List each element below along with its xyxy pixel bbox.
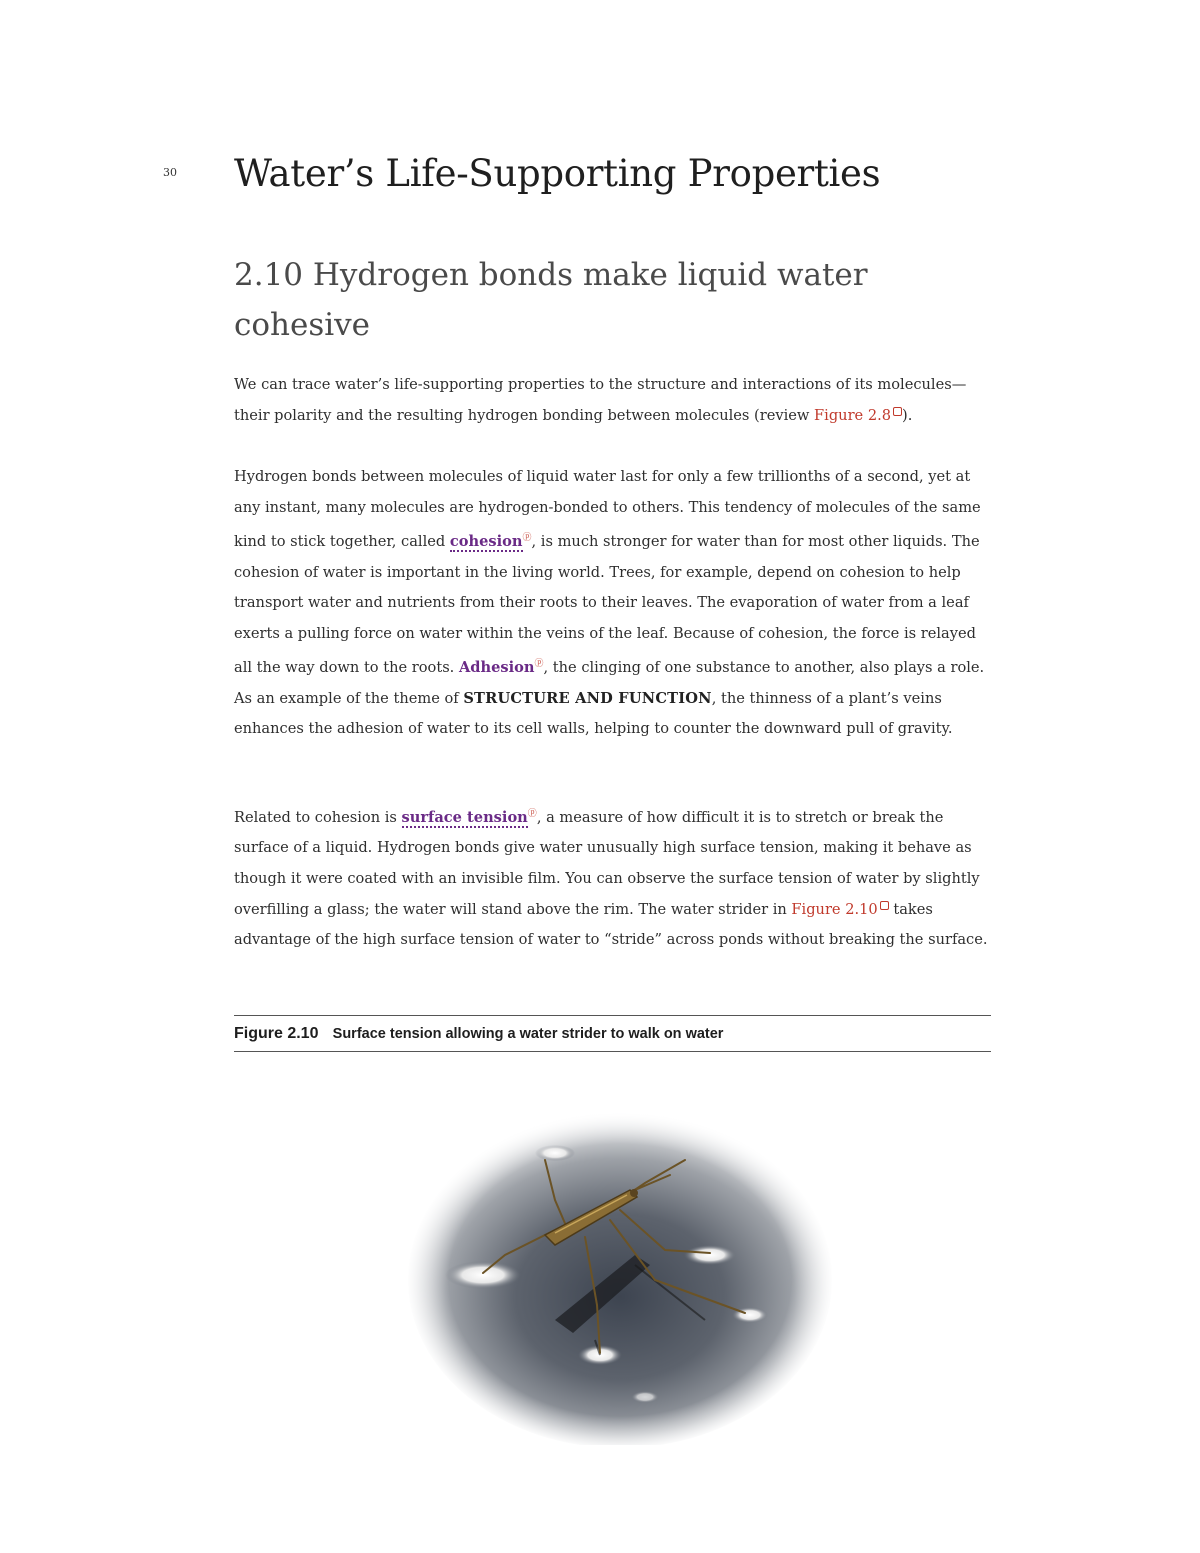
audio-glossary-icon[interactable]: ⓟ (522, 533, 532, 544)
audio-glossary-icon[interactable]: ⓟ (527, 809, 537, 819)
paragraph-text: ). (902, 406, 913, 424)
water-strider-photo (405, 1105, 835, 1445)
paragraph-cohesion (234, 462, 996, 745)
paragraph-intro (234, 370, 996, 431)
paragraph-text: We can trace water’s life-supporting properties to the structure and interactions of its molecules—their polarity and the resulting hydrogen bonding between molecules (review (234, 376, 967, 424)
paragraph-text: Hydrogen bonds between molecules of liquid water last for only a few trillionths of a second, yet at any instant, many molecules are hydrogen-bonded to others. This tendency of molecules of the same kind to stick together, called (234, 468, 981, 551)
external-link-icon[interactable] (880, 901, 889, 910)
surface-tension-term-link[interactable]: surface tension (401, 808, 528, 826)
figure-label: Figure 2.10 (234, 1025, 319, 1042)
paragraph-text: , the clinging of one substance to another, also plays a role. As an example of the theme of (234, 659, 985, 707)
audio-glossary-icon[interactable]: ⓟ (534, 659, 544, 670)
adhesion-term-link[interactable]: Adhesion (458, 659, 535, 677)
figure-top-rule (234, 1015, 991, 1016)
paragraph-text: , is much stronger for water than for most other liquids. The cohesion of water is important in the living world. Trees, for example, depend on cohesion to help transport water and nutrients from their roots to their leaves. The evaporation of water from a leaf exerts a pulling force on water within the veins of the leaf. Because of cohesion, the force is relayed all the way down to the roots. (234, 533, 980, 677)
paragraph-text: , a measure of how difficult it is to stretch or break the surface of a liquid. Hydrogen bonds give water unusually high surface tension, making it behave as though it were coated with an invisible film. You can observe the surface tension of water by slightly overfilling a glass; the water will stand above the rim. The water strider in (234, 808, 980, 918)
cohesion-term-link[interactable]: cohesion (449, 533, 523, 551)
paragraph-text: Related to cohesion is (234, 808, 402, 826)
page-number: 30 (163, 166, 177, 179)
paragraph-surface-tension (234, 799, 996, 956)
figure-2-10-link[interactable]: Figure 2.10 (791, 900, 878, 918)
paragraph-text: takes advantage of the high surface tension of water to “stride” across ponds without breaking the surface. (234, 900, 988, 949)
section-title: 2.10 Hydrogen bonds make liquid water cohesive (234, 257, 868, 343)
figure-caption-text: Surface tension allowing a water strider to walk on water (332, 1026, 724, 1042)
figure-caption (234, 1022, 723, 1046)
figure-2-8-link[interactable]: Figure 2.8 (814, 406, 892, 424)
figure-bottom-rule (234, 1051, 991, 1052)
chapter-title: Water’s Life-Supporting Properties (234, 152, 881, 195)
external-link-icon[interactable] (893, 407, 902, 416)
paragraph-text: , the thinness of a plant’s veins enhances the adhesion of water to its cell walls, helping to counter the downward pull of gravity. (234, 689, 953, 738)
theme-label: STRUCTURE AND FUNCTION (463, 689, 712, 707)
